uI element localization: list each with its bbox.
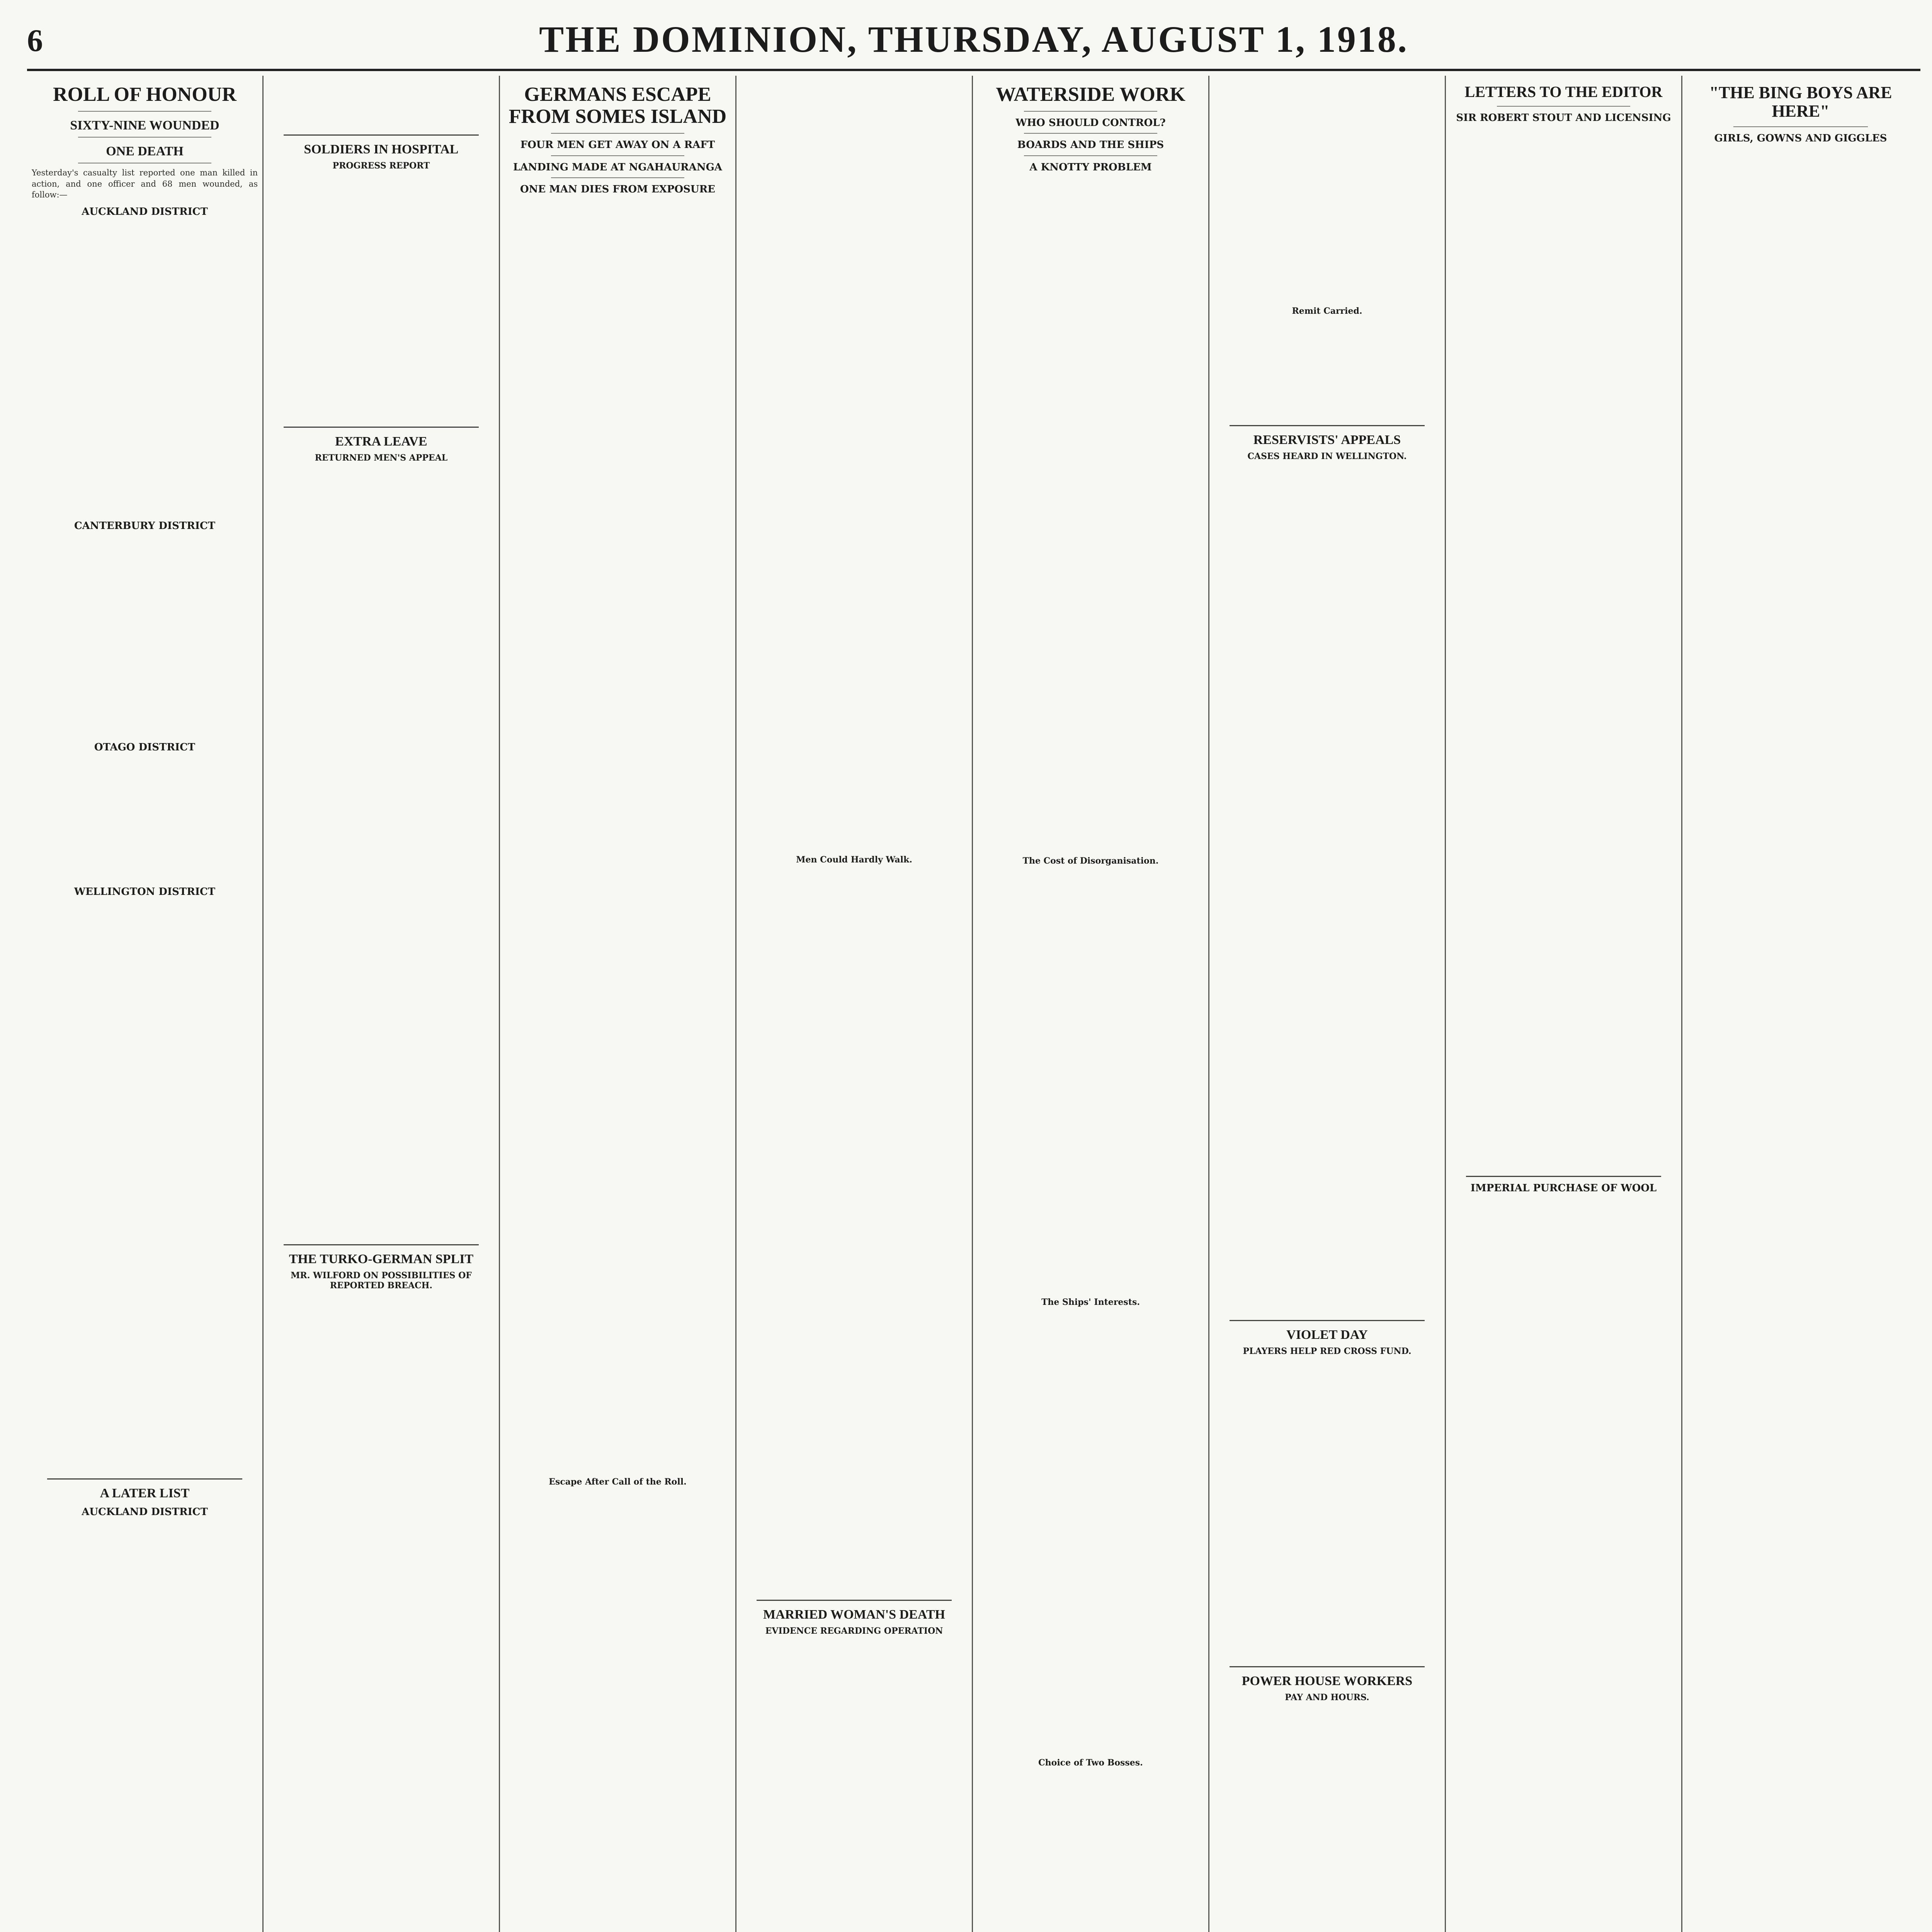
married-womans-death-article <box>741 1639 967 1932</box>
extra-leave-heading: EXTRA LEAVE <box>335 434 427 449</box>
divider <box>1733 126 1868 127</box>
divider <box>1230 1666 1425 1667</box>
district-heading: CANTERBURY DISTRICT <box>74 520 216 532</box>
column-4 <box>736 76 973 1932</box>
column-8 <box>1682 76 1919 1932</box>
divider <box>1230 1320 1425 1321</box>
district-heading: WELLINGTON DISTRICT <box>74 886 216 898</box>
cost-of-disorganisation-subhead: The Cost of Disorganisation. <box>1022 855 1159 866</box>
bing-boys-review <box>1687 148 1914 1932</box>
escape-deck-2: LANDING MADE AT NGAHAURANGA <box>513 161 722 173</box>
column-6 <box>1209 76 1446 1932</box>
waterside-deck-3: A KNOTTY PROBLEM <box>1029 161 1152 173</box>
violet-day-subhead: PLAYERS HELP RED CROSS FUND. <box>1243 1346 1412 1357</box>
divider <box>1024 111 1157 112</box>
divider <box>1024 133 1157 134</box>
column-3 <box>500 76 736 1932</box>
stout-licensing-heading: SIR ROBERT STOUT AND LICENSING <box>1456 112 1671 124</box>
escape-article-body <box>505 199 731 1474</box>
violet-day-article <box>1214 1359 1440 1661</box>
divider <box>551 177 684 178</box>
ships-interests-subhead: The Ships' Interests. <box>1041 1297 1140 1307</box>
later-list-heading: A LATER LIST <box>100 1486 190 1500</box>
remit-carried-subhead: Remit Carried. <box>1292 306 1362 316</box>
roll-of-honour-headline: ROLL OF HONOUR <box>53 83 236 105</box>
germans-escape-headline: GERMANS ESCAPE FROM SOMES ISLAND <box>509 83 727 128</box>
casualty-list-block <box>32 757 258 881</box>
waterside-deck-1: WHO SHOULD CONTROL? <box>1015 117 1166 129</box>
violet-day-heading: VIOLET DAY <box>1286 1328 1368 1342</box>
district-heading: AUCKLAND DISTRICT <box>82 206 208 218</box>
turko-german-heading: THE TURKO-GERMAN SPLIT <box>289 1252 474 1267</box>
divider <box>551 155 684 156</box>
roll-deck-2: ONE DEATH <box>106 144 184 159</box>
choice-of-two-bosses-subhead: Choice of Two Bosses. <box>1038 1757 1143 1768</box>
masthead <box>27 15 1920 62</box>
extra-leave-article <box>268 466 494 1239</box>
page-number: 6 <box>27 23 43 58</box>
masthead-rule <box>27 69 1920 71</box>
extra-leave-subhead: RETURNED MEN'S APPEAL <box>315 453 448 463</box>
progress-report-subhead: PROGRESS REPORT <box>332 161 430 171</box>
waterside-article-body <box>978 177 1204 853</box>
hospital-report-block <box>268 174 494 421</box>
divider <box>1230 425 1425 426</box>
waterside-article-body <box>978 1771 1204 1932</box>
reservists-appeals-heading: RESERVISTS' APPEALS <box>1253 433 1401 447</box>
divider <box>284 1244 479 1245</box>
power-house-workers-subhead: PAY AND HOURS. <box>1285 1692 1369 1703</box>
column-5 <box>973 76 1209 1932</box>
escape-deck-1: FOUR MEN GET AWAY ON A RAFT <box>520 139 715 151</box>
bing-boys-headline: "THE BING BOYS ARE HERE" <box>1709 83 1892 121</box>
reservists-appeals-subhead: CASES HEARD IN WELLINGTON. <box>1247 451 1407 462</box>
stout-licensing-letter <box>1451 127 1677 1170</box>
power-house-workers-article <box>1214 1706 1440 1932</box>
roll-deck-1: SIXTY-NINE WOUNDED <box>70 118 219 133</box>
divider <box>1497 106 1630 107</box>
divider <box>1024 155 1157 156</box>
casualty-list-continued <box>268 79 494 129</box>
divider <box>551 133 684 134</box>
escape-subhead-roll-call: Escape After Call of the Roll. <box>549 1476 687 1487</box>
divider <box>1466 1176 1661 1177</box>
divider <box>78 137 211 138</box>
escape-deck-3: ONE MAN DIES FROM EXPOSURE <box>520 183 716 195</box>
casualty-list-block <box>32 221 258 515</box>
waterside-article-continued <box>1214 319 1440 420</box>
column-7 <box>1446 76 1682 1932</box>
escape-article-body <box>505 1490 731 1932</box>
power-house-workers-heading: POWER HOUSE WORKERS <box>1242 1674 1413 1689</box>
district-heading: AUCKLAND DISTRICT <box>82 1506 208 1518</box>
escape-article-continued <box>741 79 967 852</box>
divider <box>47 1478 242 1480</box>
column-2 <box>264 76 500 1932</box>
divider <box>757 1600 952 1601</box>
soldiers-in-hospital-heading: SOLDIERS IN HOSPITAL <box>304 142 459 156</box>
imperial-purchase-wool-letter <box>1451 1197 1677 1932</box>
waterside-article-body <box>978 869 1204 1294</box>
waterside-work-headline: WATERSIDE WORK <box>996 83 1185 105</box>
waterside-article-continued <box>1214 79 1440 303</box>
escape-article-continued <box>741 868 967 1594</box>
casualty-list-block <box>32 535 258 736</box>
men-could-hardly-walk-subhead: Men Could Hardly Walk. <box>796 855 912 865</box>
imperial-purchase-wool-heading: IMPERIAL PURCHASE OF WOOL <box>1470 1182 1657 1194</box>
divider <box>284 134 479 136</box>
columns <box>27 76 1920 1932</box>
letters-to-editor-headline: LETTERS TO THE EDITOR <box>1464 83 1663 100</box>
paper-title: THE DOMINION, THURSDAY, AUGUST 1, 1918. <box>539 19 1408 60</box>
married-womans-death-subhead: EVIDENCE REGARDING OPERATION <box>765 1626 943 1636</box>
casualty-list-block <box>32 901 258 1473</box>
turko-german-article <box>268 1294 494 1932</box>
married-womans-death-heading: MARRIED WOMAN'S DEATH <box>763 1607 945 1622</box>
waterside-deck-2: BOARDS AND THE SHIPS <box>1017 139 1164 151</box>
turko-german-subhead: MR. WILFORD ON POSSIBILITIES OF REPORTED BREACH. <box>291 1270 472 1291</box>
reservists-appeals-article <box>1214 464 1440 1315</box>
column-1 <box>27 76 264 1932</box>
roll-intro: Yesterday's casualty list reported one man killed in action, and one officer and 68 men wounded, as follow:— <box>32 168 258 200</box>
bing-boys-deck: GIRLS, GOWNS AND GIGGLES <box>1714 132 1887 144</box>
casualty-list-block <box>32 1521 258 1932</box>
waterside-article-body <box>978 1310 1204 1755</box>
divider <box>78 111 211 112</box>
divider <box>284 427 479 428</box>
district-heading: OTAGO DISTRICT <box>94 742 196 753</box>
